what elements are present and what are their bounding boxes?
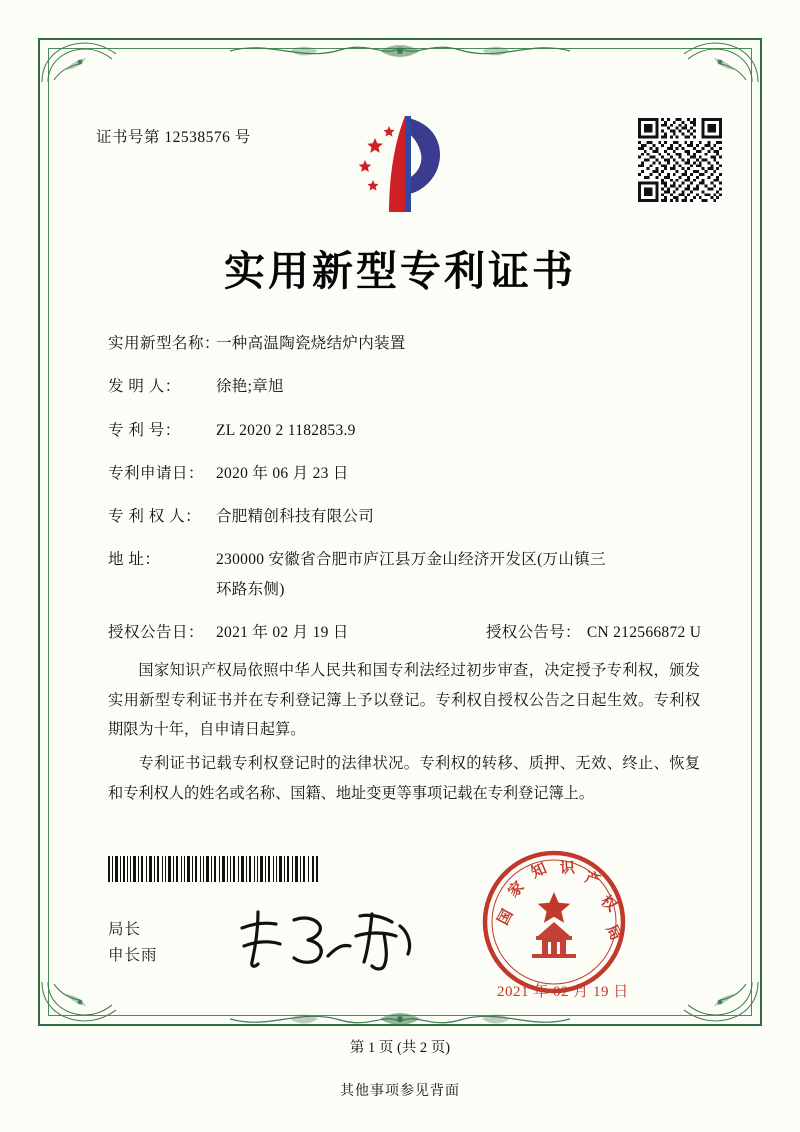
director-signature bbox=[232, 900, 422, 976]
field-label: 发 明 人： bbox=[108, 378, 181, 396]
director-block bbox=[108, 917, 158, 968]
field-value: ZL 2020 2 1182853.9 bbox=[216, 421, 356, 439]
field-value: 合肥精创科技有限公司 bbox=[216, 508, 375, 525]
field-label: 授权公告日： bbox=[108, 623, 205, 641]
field-value-line2: 环路东侧) bbox=[216, 580, 285, 598]
corner-ornament-bottom-left bbox=[40, 980, 118, 1024]
svg-text:家: 家 bbox=[505, 878, 528, 901]
field-row-patentee bbox=[108, 505, 708, 528]
field-row-utility-model-name bbox=[108, 332, 708, 355]
field-row-grant-announcement bbox=[108, 621, 708, 644]
field-value-wrapper bbox=[216, 548, 708, 601]
seal-date: 2021 年 02 月 19 日 bbox=[497, 984, 629, 1000]
svg-text:国: 国 bbox=[495, 907, 517, 928]
certificate-number: 证书号第 12538576 号 bbox=[96, 129, 251, 146]
grant-number-value: CN 212566872 U bbox=[586, 623, 702, 641]
field-label: 实用新型名称： bbox=[108, 335, 221, 352]
field-label: 专利申请日： bbox=[108, 464, 205, 482]
svg-text:权: 权 bbox=[597, 893, 620, 916]
page-title: 实用新型专利证书 bbox=[224, 248, 576, 294]
cnipa-logo-icon bbox=[345, 112, 457, 217]
director-name: 申长雨 bbox=[108, 946, 158, 964]
field-row-address bbox=[108, 548, 708, 601]
field-value: 一种高温陶瓷烧结炉内装置 bbox=[216, 335, 406, 352]
corner-ornament-bottom-right bbox=[682, 980, 760, 1024]
official-seal bbox=[480, 848, 628, 996]
svg-text:产: 产 bbox=[582, 869, 603, 890]
top-flourish-ornament bbox=[230, 38, 570, 64]
certificate-fields bbox=[108, 332, 708, 664]
legal-paragraph-2: 专利证书记载专利权登记时的法律状况。专利权的转移、质押、无效、终止、恢复和专利权人的姓名或名称、国籍、地址变更等事项记载在专利登记簿上。 bbox=[108, 754, 700, 802]
field-row-application-date bbox=[108, 462, 708, 485]
grant-number-label: 授权公告号： bbox=[486, 623, 581, 641]
svg-text:局: 局 bbox=[602, 922, 624, 944]
grant-number-wrapper bbox=[486, 621, 701, 644]
field-label: 专 利 权 人： bbox=[108, 508, 202, 525]
bottom-flourish-ornament bbox=[230, 1006, 570, 1032]
page-number: 第 1 页 (共 2 页) bbox=[349, 1040, 451, 1056]
legal-paragraph-1: 国家知识产权局依照中华人民共和国专利法经过初步审查，决定授予专利权，颁发实用新型专利证书并在专利登记簿上予以登记。专利权自授权公告之日起生效。专利权期限为十年，自申请日起算。 bbox=[108, 662, 700, 739]
barcode bbox=[108, 856, 318, 882]
field-value-wrapper bbox=[216, 621, 708, 644]
grant-date-value: 2021 年 02 月 19 日 bbox=[216, 623, 349, 641]
field-label: 专 利 号： bbox=[108, 421, 181, 439]
field-value: 徐艳;章旭 bbox=[216, 378, 284, 396]
field-row-inventor bbox=[108, 375, 708, 398]
field-value: 2020 年 06 月 23 日 bbox=[216, 464, 349, 482]
legal-text bbox=[108, 656, 700, 812]
svg-text:知: 知 bbox=[529, 860, 550, 882]
field-label: 地 址： bbox=[108, 551, 161, 569]
svg-text:识: 识 bbox=[559, 860, 576, 877]
corner-ornament-top-right bbox=[682, 40, 760, 84]
director-title: 局长 bbox=[108, 921, 142, 938]
corner-ornament-top-left bbox=[40, 40, 118, 84]
field-row-patent-number bbox=[108, 419, 708, 442]
footer-note: 其他事项参见背面 bbox=[340, 1084, 460, 1099]
qr-code bbox=[638, 118, 722, 202]
field-value-line1: 230000 安徽省合肥市庐江县万金山经济开发区(万山镇三 bbox=[216, 551, 606, 569]
